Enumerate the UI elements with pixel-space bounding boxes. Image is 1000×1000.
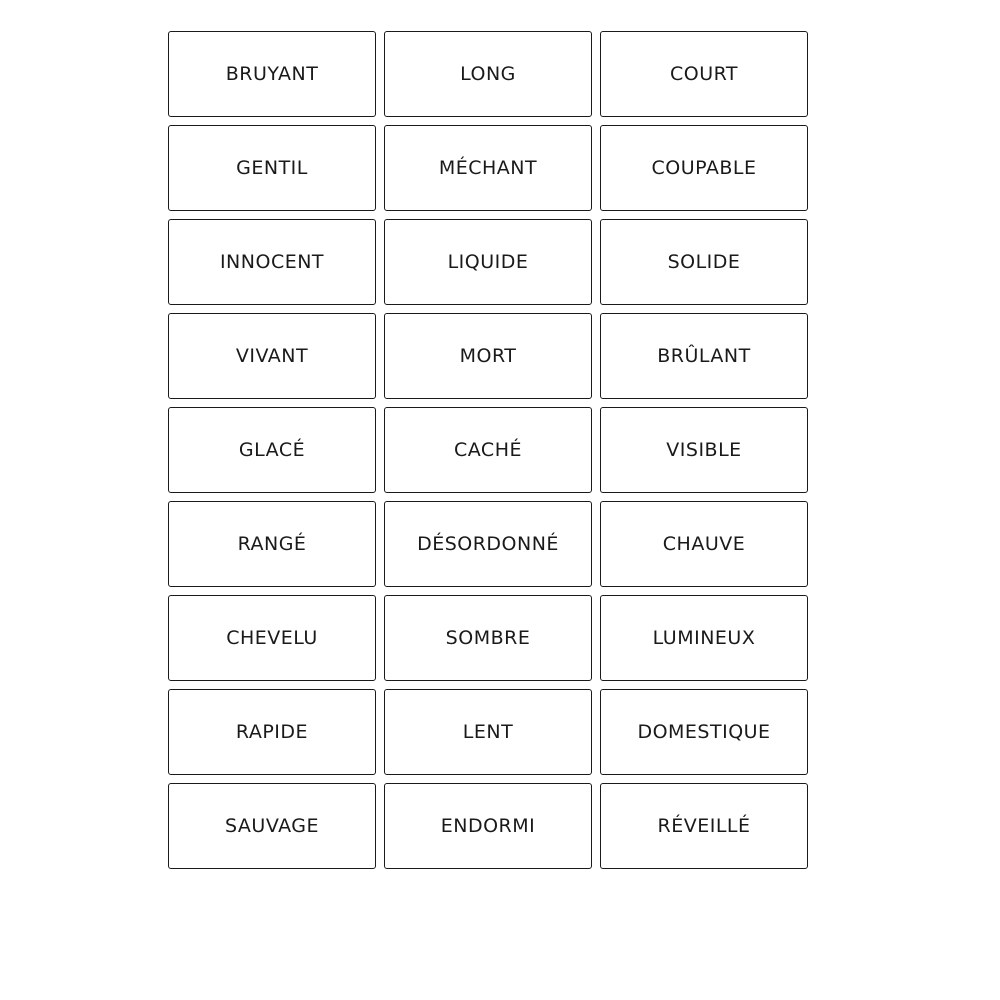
- word-card-label: COURT: [669, 63, 739, 85]
- word-card-label: INNOCENT: [219, 251, 325, 273]
- word-card-label: CACHÉ: [454, 439, 522, 461]
- word-card-grid: [168, 31, 808, 869]
- word-card-desordonne[interactable]: [384, 501, 592, 587]
- word-card-label: COUPABLE: [651, 157, 757, 179]
- word-card-label: DÉSORDONNÉ: [417, 533, 559, 555]
- word-card-label: VISIBLE: [666, 439, 742, 461]
- word-card-reveille[interactable]: [600, 783, 808, 869]
- word-card-sauvage[interactable]: [168, 783, 376, 869]
- word-card-range[interactable]: [168, 501, 376, 587]
- word-card-liquide[interactable]: [384, 219, 592, 305]
- word-card-brulant[interactable]: [600, 313, 808, 399]
- word-card-long[interactable]: [384, 31, 592, 117]
- word-card-visible[interactable]: [600, 407, 808, 493]
- word-card-label: CHEVELU: [226, 627, 318, 649]
- word-card-label: RAPIDE: [235, 721, 309, 743]
- word-card-label: LIQUIDE: [447, 251, 529, 273]
- word-card-domestique[interactable]: [600, 689, 808, 775]
- word-card-label: BRÛLANT: [657, 345, 751, 367]
- word-card-label: LUMINEUX: [652, 627, 756, 649]
- word-card-cache[interactable]: [384, 407, 592, 493]
- word-card-mort[interactable]: [384, 313, 592, 399]
- word-card-chevelu[interactable]: [168, 595, 376, 681]
- word-card-glace[interactable]: [168, 407, 376, 493]
- word-card-bruyant[interactable]: [168, 31, 376, 117]
- word-card-label: DOMESTIQUE: [637, 721, 771, 743]
- word-card-label: MORT: [459, 345, 517, 367]
- word-card-solide[interactable]: [600, 219, 808, 305]
- word-card-lumineux[interactable]: [600, 595, 808, 681]
- word-card-label: SOLIDE: [667, 251, 741, 273]
- word-card-label: GLACÉ: [238, 439, 306, 461]
- word-card-label: GENTIL: [236, 157, 308, 179]
- word-card-label: LENT: [462, 721, 514, 743]
- word-card-coupable[interactable]: [600, 125, 808, 211]
- word-card-label: SAUVAGE: [225, 815, 319, 837]
- word-card-label: BRUYANT: [225, 63, 319, 85]
- word-card-label: SOMBRE: [445, 627, 531, 649]
- word-card-rapide[interactable]: [168, 689, 376, 775]
- word-card-chauve[interactable]: [600, 501, 808, 587]
- word-card-label: ENDORMI: [440, 815, 536, 837]
- word-card-gentil[interactable]: [168, 125, 376, 211]
- word-card-label: RÉVEILLÉ: [657, 815, 751, 837]
- word-card-vivant[interactable]: [168, 313, 376, 399]
- word-card-label: VIVANT: [235, 345, 309, 367]
- word-card-court[interactable]: [600, 31, 808, 117]
- word-card-innocent[interactable]: [168, 219, 376, 305]
- word-card-label: RANGÉ: [237, 533, 307, 555]
- word-card-mechant[interactable]: [384, 125, 592, 211]
- word-card-endormi[interactable]: [384, 783, 592, 869]
- word-card-label: CHAUVE: [662, 533, 746, 555]
- word-card-label: MÉCHANT: [438, 157, 538, 179]
- word-card-label: LONG: [460, 63, 516, 85]
- word-card-sombre[interactable]: [384, 595, 592, 681]
- word-card-lent[interactable]: [384, 689, 592, 775]
- word-card-sheet: [168, 31, 808, 869]
